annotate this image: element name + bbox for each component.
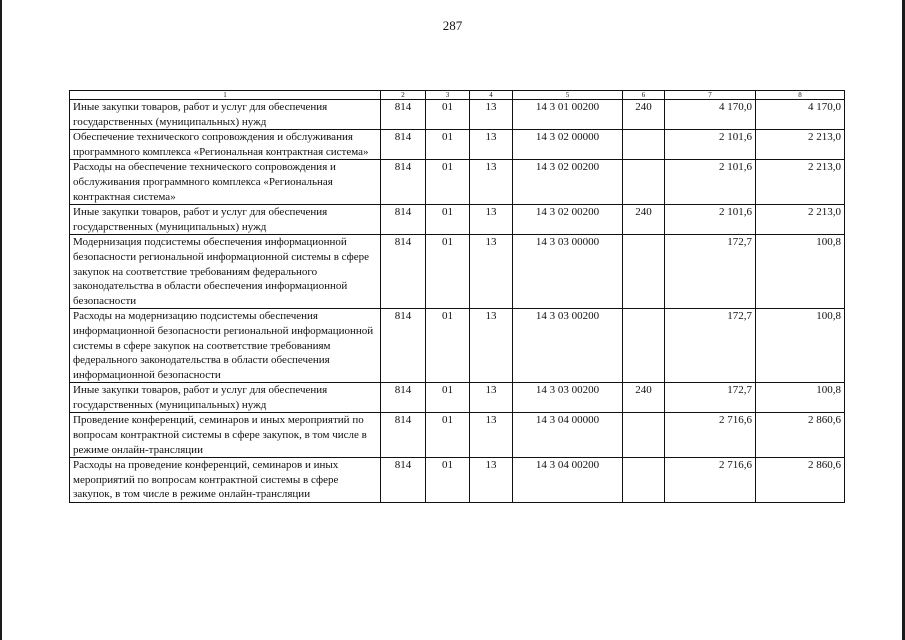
- table-row: [70, 413, 845, 458]
- scan-left-edge: [0, 0, 2, 640]
- section-code: 01: [426, 235, 470, 309]
- expense-name: Расходы на модернизацию подсистемы обеспечения информационной безопасности региональной информационной системы в сфере закупок на соответствие требованиям федерального законодательства в области обеспечения информационной безопасности: [70, 309, 381, 383]
- table-row: [70, 160, 845, 205]
- expense-type-code: 240: [623, 100, 665, 130]
- expense-type-code: 240: [623, 205, 665, 235]
- column-header: 1: [70, 91, 381, 100]
- ministry-code: 814: [381, 235, 426, 309]
- subsection-code: 13: [470, 130, 513, 160]
- target-article-code: 14 3 02 00200: [513, 205, 623, 235]
- column-header: 5: [513, 91, 623, 100]
- table-row: [70, 383, 845, 413]
- amount-col8: 2 213,0: [756, 205, 845, 235]
- target-article-code: 14 3 03 00000: [513, 235, 623, 309]
- section-code: 01: [426, 130, 470, 160]
- table-row: [70, 100, 845, 130]
- expense-name: Иные закупки товаров, работ и услуг для обеспечения государственных (муниципальных) нужд: [70, 205, 381, 235]
- expense-name: Иные закупки товаров, работ и услуг для обеспечения государственных (муниципальных) нужд: [70, 383, 381, 413]
- amount-col8: 2 213,0: [756, 130, 845, 160]
- amount-col7: 172,7: [665, 235, 756, 309]
- amount-col7: 2 716,6: [665, 413, 756, 458]
- column-header: 8: [756, 91, 845, 100]
- ministry-code: 814: [381, 413, 426, 458]
- table-row: [70, 235, 845, 309]
- amount-col8: 100,8: [756, 309, 845, 383]
- ministry-code: 814: [381, 383, 426, 413]
- target-article-code: 14 3 03 00200: [513, 309, 623, 383]
- ministry-code: 814: [381, 160, 426, 205]
- amount-col7: 4 170,0: [665, 100, 756, 130]
- ministry-code: 814: [381, 100, 426, 130]
- table-row: [70, 130, 845, 160]
- subsection-code: 13: [470, 309, 513, 383]
- expense-name: Обеспечение технического сопровождения и обслуживания программного комплекса «Региональная контрактная система»: [70, 130, 381, 160]
- amount-col8: 4 170,0: [756, 100, 845, 130]
- subsection-code: 13: [470, 383, 513, 413]
- section-code: 01: [426, 383, 470, 413]
- column-number-row: [70, 91, 845, 100]
- table-row: [70, 205, 845, 235]
- target-article-code: 14 3 04 00000: [513, 413, 623, 458]
- amount-col8: 2 860,6: [756, 413, 845, 458]
- subsection-code: 13: [470, 458, 513, 503]
- expense-type-code: [623, 160, 665, 205]
- table-row: [70, 458, 845, 503]
- amount-col7: 2 101,6: [665, 205, 756, 235]
- amount-col8: 2 860,6: [756, 458, 845, 503]
- amount-col8: 2 213,0: [756, 160, 845, 205]
- expense-name: Расходы на проведение конференций, семинаров и иных мероприятий по вопросам контрактной системы в сфере закупок, в том числе в режиме онлайн-трансляции: [70, 458, 381, 503]
- target-article-code: 14 3 02 00200: [513, 160, 623, 205]
- ministry-code: 814: [381, 458, 426, 503]
- expense-name: Расходы на обеспечение технического сопровождения и обслуживания программного комплекса «Региональная контрактная система»: [70, 160, 381, 205]
- amount-col8: 100,8: [756, 383, 845, 413]
- section-code: 01: [426, 205, 470, 235]
- amount-col7: 2 101,6: [665, 130, 756, 160]
- column-header: 2: [381, 91, 426, 100]
- subsection-code: 13: [470, 235, 513, 309]
- expense-type-code: [623, 130, 665, 160]
- column-header: 6: [623, 91, 665, 100]
- target-article-code: 14 3 03 00200: [513, 383, 623, 413]
- expense-type-code: [623, 235, 665, 309]
- amount-col8: 100,8: [756, 235, 845, 309]
- expense-name: Модернизация подсистемы обеспечения информационной безопасности региональной информационной системы в сфере закупок на соответствие требованиям федерального законодательства в области обеспечения информационной безопасности: [70, 235, 381, 309]
- target-article-code: 14 3 01 00200: [513, 100, 623, 130]
- amount-col7: 172,7: [665, 383, 756, 413]
- subsection-code: 13: [470, 160, 513, 205]
- section-code: 01: [426, 413, 470, 458]
- column-header: 7: [665, 91, 756, 100]
- ministry-code: 814: [381, 309, 426, 383]
- target-article-code: 14 3 02 00000: [513, 130, 623, 160]
- amount-col7: 2 101,6: [665, 160, 756, 205]
- subsection-code: 13: [470, 205, 513, 235]
- subsection-code: 13: [470, 413, 513, 458]
- target-article-code: 14 3 04 00200: [513, 458, 623, 503]
- expense-type-code: [623, 458, 665, 503]
- expense-type-code: [623, 413, 665, 458]
- section-code: 01: [426, 100, 470, 130]
- section-code: 01: [426, 309, 470, 383]
- table-row: [70, 309, 845, 383]
- subsection-code: 13: [470, 100, 513, 130]
- amount-col7: 172,7: [665, 309, 756, 383]
- page-number: 287: [442, 18, 463, 33]
- section-code: 01: [426, 160, 470, 205]
- ministry-code: 814: [381, 130, 426, 160]
- column-header: 3: [426, 91, 470, 100]
- section-code: 01: [426, 458, 470, 503]
- amount-col7: 2 716,6: [665, 458, 756, 503]
- expense-type-code: 240: [623, 383, 665, 413]
- expense-name: Иные закупки товаров, работ и услуг для обеспечения государственных (муниципальных) нужд: [70, 100, 381, 130]
- expense-name: Проведение конференций, семинаров и иных мероприятий по вопросам контрактной системы в сфере закупок, в том числе в режиме онлайн-трансляции: [70, 413, 381, 458]
- ministry-code: 814: [381, 205, 426, 235]
- expense-type-code: [623, 309, 665, 383]
- column-header: 4: [470, 91, 513, 100]
- budget-table: [69, 90, 845, 503]
